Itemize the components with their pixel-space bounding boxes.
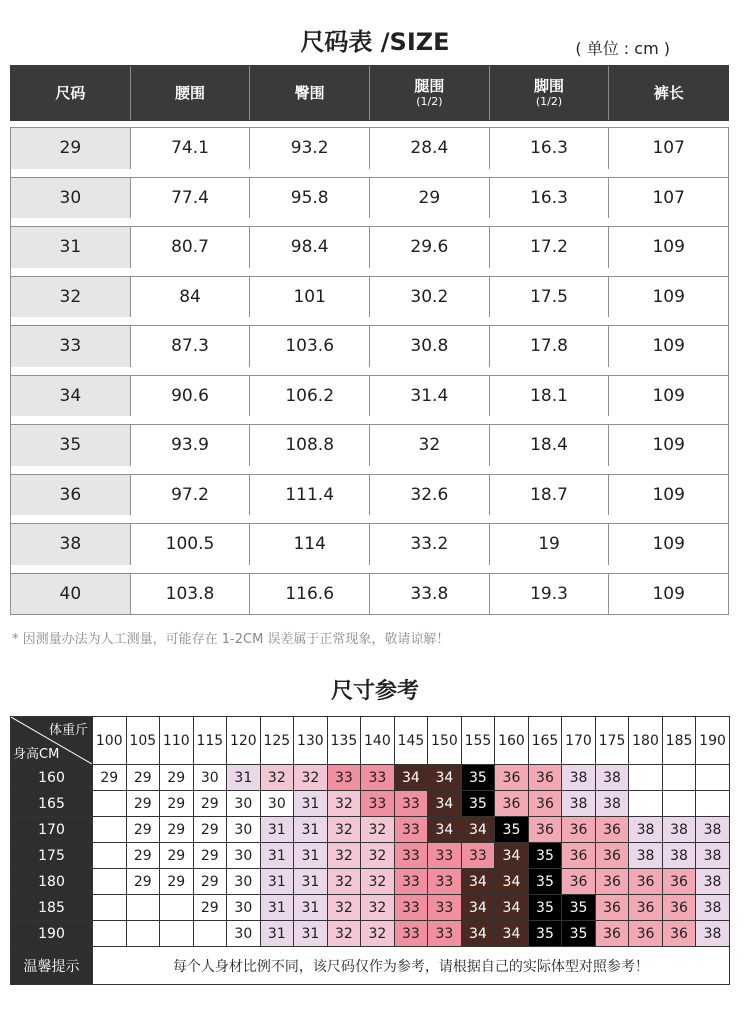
height-label: 170: [11, 817, 93, 843]
size-cell: 30: [227, 791, 261, 817]
size-cell: 29: [193, 895, 227, 921]
table-cell: 32: [369, 425, 489, 466]
size-cell: 36: [528, 765, 562, 791]
weight-header-row: [11, 717, 730, 765]
size-cell: 32: [361, 869, 395, 895]
size-cell: 34: [428, 765, 462, 791]
size-cell: 38: [662, 843, 696, 869]
weight-header-cell: 105: [126, 717, 160, 765]
size-cell: 29: [160, 869, 194, 895]
weight-header-cell: 155: [461, 717, 495, 765]
size-cell: 32: [260, 765, 294, 791]
table-cell: 29: [369, 178, 489, 219]
size-cell: 31: [227, 765, 261, 791]
reference-title: 尺寸参考: [330, 679, 419, 704]
size-cell: 35: [461, 791, 495, 817]
size-cell: 31: [260, 895, 294, 921]
size-cell: 38: [696, 817, 730, 843]
size-cell: 36: [629, 921, 663, 947]
size-cell: 33: [361, 791, 395, 817]
table-cell: 17.8: [489, 326, 609, 367]
size-cell: 36: [595, 843, 629, 869]
tip-row: [11, 947, 730, 985]
size-cell: [160, 895, 194, 921]
size-cell: 32: [327, 817, 361, 843]
size-cell: 29: [160, 843, 194, 869]
size-cell: [93, 843, 127, 869]
size-header-cell: [608, 66, 728, 120]
size-cell: 34: [461, 921, 495, 947]
size-cell: 34: [495, 921, 529, 947]
size-cell: 31: [294, 869, 328, 895]
size-cell: 38: [629, 817, 663, 843]
table-row: [11, 523, 728, 565]
table-cell: 80.7: [130, 227, 250, 268]
tip-text: 每个人身材比例不同，该尺码仅作为参考，请根据自己的实际体型对照参考！: [93, 947, 730, 985]
table-cell: 109: [608, 425, 728, 466]
size-cell: [696, 765, 730, 791]
table-cell: 97.2: [130, 475, 250, 516]
table-cell: 17.5: [489, 277, 609, 318]
size-cell: 30: [227, 843, 261, 869]
table-cell: 107: [608, 128, 728, 169]
table-cell: 77.4: [130, 178, 250, 219]
table-cell: 28.4: [369, 128, 489, 169]
size-cell: 29: [160, 765, 194, 791]
size-cell: 33: [428, 869, 462, 895]
table-row: [11, 325, 728, 367]
table-cell: 18.1: [489, 376, 609, 417]
size-cell: 38: [595, 791, 629, 817]
size-cell: [629, 765, 663, 791]
size-cell: 36: [562, 869, 596, 895]
size-cell: 30: [260, 791, 294, 817]
size-cell: 36: [562, 843, 596, 869]
table-cell: 34: [11, 376, 130, 417]
size-cell: 36: [528, 817, 562, 843]
table-cell: 111.4: [249, 475, 369, 516]
size-cell: 31: [294, 843, 328, 869]
size-cell: 36: [662, 895, 696, 921]
size-cell: 29: [160, 817, 194, 843]
size-cell: 33: [428, 921, 462, 947]
size-cell: 32: [294, 765, 328, 791]
table-row: [11, 276, 728, 318]
size-cell: 38: [562, 765, 596, 791]
weight-header-cell: 140: [361, 717, 395, 765]
unit-label: ( 单位 : cm ): [575, 39, 670, 58]
height-label: 175: [11, 843, 93, 869]
height-label: 180: [11, 869, 93, 895]
size-cell: [93, 817, 127, 843]
table-cell: 103.6: [249, 326, 369, 367]
weight-header-cell: 130: [294, 717, 328, 765]
size-cell: 31: [260, 817, 294, 843]
table-row: [11, 843, 730, 869]
table-cell: 32.6: [369, 475, 489, 516]
measurement-note: * 因测量办法为人工测量，可能存在 1-2CM 误差属于正常现象，敬请谅解！: [12, 632, 450, 647]
size-cell: 29: [126, 843, 160, 869]
height-label: 190: [11, 921, 93, 947]
size-cell: 33: [461, 843, 495, 869]
size-cell: 32: [327, 791, 361, 817]
size-cell: 32: [361, 843, 395, 869]
size-cell: 36: [595, 869, 629, 895]
size-cell: 30: [227, 869, 261, 895]
corner-weight-label: 体重斤: [48, 723, 88, 738]
weight-header-cell: 160: [495, 717, 529, 765]
size-cell: 29: [126, 765, 160, 791]
size-cell: 38: [696, 895, 730, 921]
size-cell: 32: [327, 895, 361, 921]
size-cell: 33: [361, 765, 395, 791]
table-cell: 109: [608, 574, 728, 615]
size-table: [10, 65, 729, 615]
table-cell: 35: [11, 425, 130, 466]
size-cell: 30: [227, 817, 261, 843]
table-row: [11, 127, 728, 169]
size-cell: 34: [461, 869, 495, 895]
corner-cell: [11, 717, 93, 765]
table-cell: 40: [11, 574, 130, 615]
table-cell: 33: [11, 326, 130, 367]
size-cell: 36: [495, 765, 529, 791]
size-cell: 29: [160, 791, 194, 817]
size-cell: 38: [662, 817, 696, 843]
size-cell: [629, 791, 663, 817]
table-cell: 107: [608, 178, 728, 219]
size-cell: 33: [394, 791, 428, 817]
size-cell: 35: [528, 843, 562, 869]
size-cell: 32: [327, 921, 361, 947]
size-cell: 33: [394, 869, 428, 895]
table-cell: 109: [608, 475, 728, 516]
table-cell: 84: [130, 277, 250, 318]
table-row: [11, 895, 730, 921]
size-cell: 29: [193, 843, 227, 869]
weight-header-cell: 185: [662, 717, 696, 765]
size-cell: 29: [126, 817, 160, 843]
page-title: 尺码表 /SIZE: [300, 28, 450, 56]
size-cell: 34: [495, 843, 529, 869]
table-cell: 98.4: [249, 227, 369, 268]
weight-header-cell: 115: [193, 717, 227, 765]
table-cell: 30.8: [369, 326, 489, 367]
table-cell: 30.2: [369, 277, 489, 318]
size-cell: 32: [327, 869, 361, 895]
table-cell: 29.6: [369, 227, 489, 268]
table-row: [11, 817, 730, 843]
size-table-body: [10, 127, 729, 615]
table-row: [11, 474, 728, 516]
table-cell: 109: [608, 277, 728, 318]
size-cell: [193, 921, 227, 947]
corner-height-label: 身高CM: [13, 747, 60, 762]
table-cell: 30: [11, 178, 130, 219]
size-cell: 35: [562, 895, 596, 921]
size-cell: 31: [260, 921, 294, 947]
table-cell: 16.3: [489, 128, 609, 169]
table-cell: 29: [11, 128, 130, 169]
size-header-label: 脚围: [534, 77, 565, 95]
size-cell: 32: [361, 921, 395, 947]
size-cell: 34: [461, 817, 495, 843]
table-row: [11, 869, 730, 895]
size-cell: 36: [595, 921, 629, 947]
size-cell: 33: [394, 921, 428, 947]
size-cell: 36: [495, 791, 529, 817]
size-cell: 35: [528, 921, 562, 947]
size-header-label: 裤长: [653, 84, 684, 102]
size-header-sublabel: (1/2): [416, 95, 443, 108]
size-cell: 33: [327, 765, 361, 791]
size-cell: 32: [361, 817, 395, 843]
size-cell: [93, 895, 127, 921]
size-cell: 33: [394, 843, 428, 869]
size-cell: 32: [327, 843, 361, 869]
size-header-label: 腿围: [414, 77, 445, 95]
size-cell: 35: [528, 869, 562, 895]
size-header-cell: [249, 66, 369, 120]
weight-header-cell: 145: [394, 717, 428, 765]
table-cell: 109: [608, 326, 728, 367]
weight-header-cell: 175: [595, 717, 629, 765]
size-cell: 36: [528, 791, 562, 817]
table-cell: 95.8: [249, 178, 369, 219]
size-cell: 36: [595, 895, 629, 921]
table-row: [11, 791, 730, 817]
size-cell: 36: [629, 895, 663, 921]
weight-header-cell: 180: [629, 717, 663, 765]
size-cell: 38: [562, 791, 596, 817]
size-cell: 30: [193, 765, 227, 791]
size-cell: 31: [260, 869, 294, 895]
size-cell: 34: [495, 895, 529, 921]
weight-header-cell: 170: [562, 717, 596, 765]
size-cell: 30: [227, 895, 261, 921]
weight-header-cell: 165: [528, 717, 562, 765]
size-cell: 34: [394, 765, 428, 791]
table-cell: 74.1: [130, 128, 250, 169]
size-cell: 31: [294, 791, 328, 817]
weight-header-cell: 110: [160, 717, 194, 765]
size-cell: [662, 765, 696, 791]
size-cell: 33: [394, 895, 428, 921]
table-row: [11, 226, 728, 268]
size-cell: 35: [528, 895, 562, 921]
table-cell: 33.2: [369, 524, 489, 565]
size-header-label: 腰围: [175, 84, 206, 102]
size-header-sublabel: (1/2): [535, 95, 563, 108]
size-cell: 31: [294, 817, 328, 843]
table-cell: 16.3: [489, 178, 609, 219]
weight-header-cell: 100: [93, 717, 127, 765]
size-cell: 31: [260, 843, 294, 869]
reference-grid: [10, 716, 729, 991]
weight-header-cell: 125: [260, 717, 294, 765]
weight-header-cell: 135: [327, 717, 361, 765]
size-cell: [126, 895, 160, 921]
table-cell: 38: [11, 524, 130, 565]
size-header-cell: [11, 66, 130, 120]
height-label: 160: [11, 765, 93, 791]
size-cell: 29: [193, 817, 227, 843]
size-cell: 38: [629, 843, 663, 869]
size-cell: [662, 791, 696, 817]
size-cell: 34: [461, 895, 495, 921]
size-cell: 36: [662, 869, 696, 895]
size-table-header: [10, 65, 729, 121]
size-cell: 38: [696, 843, 730, 869]
table-cell: 108.8: [249, 425, 369, 466]
size-cell: [160, 921, 194, 947]
size-cell: [696, 791, 730, 817]
size-cell: 36: [562, 817, 596, 843]
size-header-cell: [130, 66, 250, 120]
size-cell: 35: [461, 765, 495, 791]
table-cell: 19: [489, 524, 609, 565]
size-cell: 31: [294, 895, 328, 921]
size-header-label: 尺码: [55, 84, 86, 102]
table-row: [11, 573, 728, 615]
size-cell: [93, 791, 127, 817]
table-row: [11, 765, 730, 791]
size-cell: 30: [227, 921, 261, 947]
table-cell: 106.2: [249, 376, 369, 417]
size-cell: 29: [93, 765, 127, 791]
table-cell: 87.3: [130, 326, 250, 367]
size-cell: 33: [394, 817, 428, 843]
weight-header-cell: 120: [227, 717, 261, 765]
size-cell: 31: [294, 921, 328, 947]
size-cell: 38: [696, 869, 730, 895]
table-row: [11, 424, 728, 466]
table-cell: 93.9: [130, 425, 250, 466]
size-cell: 36: [595, 817, 629, 843]
table-cell: 109: [608, 227, 728, 268]
size-cell: 38: [696, 921, 730, 947]
size-cell: 35: [562, 921, 596, 947]
size-cell: 34: [428, 791, 462, 817]
table-cell: 33.8: [369, 574, 489, 615]
size-cell: 36: [662, 921, 696, 947]
table-cell: 116.6: [249, 574, 369, 615]
size-cell: 38: [595, 765, 629, 791]
size-cell: 35: [495, 817, 529, 843]
size-cell: [93, 869, 127, 895]
table-cell: 18.7: [489, 475, 609, 516]
size-cell: [93, 921, 127, 947]
size-header-cell: [489, 66, 609, 120]
table-cell: 109: [608, 524, 728, 565]
size-cell: 33: [428, 843, 462, 869]
size-cell: 29: [126, 791, 160, 817]
size-cell: 36: [629, 869, 663, 895]
size-cell: 29: [193, 791, 227, 817]
tip-label: 温馨提示: [11, 947, 93, 985]
table-cell: 93.2: [249, 128, 369, 169]
size-cell: 33: [428, 895, 462, 921]
table-cell: 90.6: [130, 376, 250, 417]
table-row: [11, 177, 728, 219]
table-cell: 103.8: [130, 574, 250, 615]
table-cell: 36: [11, 475, 130, 516]
table-cell: 17.2: [489, 227, 609, 268]
weight-header-cell: 190: [696, 717, 730, 765]
size-cell: 32: [361, 895, 395, 921]
weight-header-cell: 150: [428, 717, 462, 765]
table-row: [11, 921, 730, 947]
height-label: 165: [11, 791, 93, 817]
size-cell: 29: [126, 869, 160, 895]
size-cell: 34: [495, 869, 529, 895]
table-cell: 32: [11, 277, 130, 318]
table-cell: 101: [249, 277, 369, 318]
table-cell: 114: [249, 524, 369, 565]
table-cell: 31: [11, 227, 130, 268]
table-cell: 18.4: [489, 425, 609, 466]
size-cell: 34: [428, 817, 462, 843]
table-cell: 109: [608, 376, 728, 417]
table-cell: 100.5: [130, 524, 250, 565]
table-row: [11, 375, 728, 417]
table-cell: 19.3: [489, 574, 609, 615]
size-cell: 29: [193, 869, 227, 895]
table-cell: 31.4: [369, 376, 489, 417]
size-cell: [126, 921, 160, 947]
size-header-label: 臀围: [294, 84, 325, 102]
size-header-cell: [369, 66, 489, 120]
height-label: 185: [11, 895, 93, 921]
